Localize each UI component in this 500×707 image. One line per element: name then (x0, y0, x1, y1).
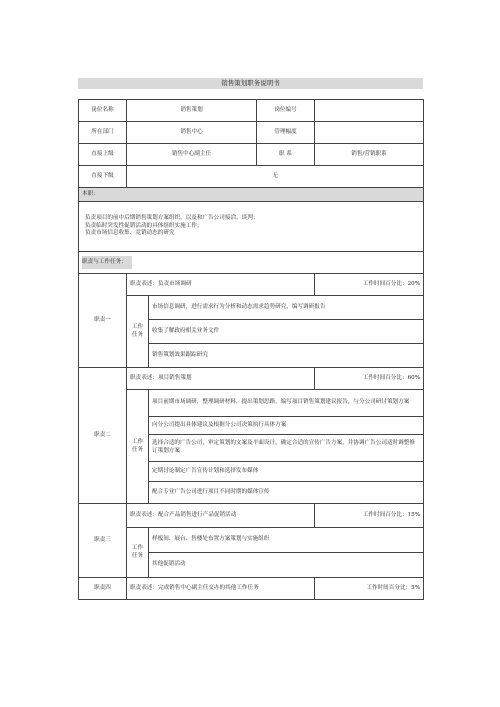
info-row-3 (79, 144, 424, 166)
duty-3-task-label: 工作任务 (127, 528, 149, 578)
duty-4-statement: 职责表述：完成销售中心副主任交办的其他工作任务 (127, 578, 315, 600)
subordinate-value: 无 (127, 166, 424, 188)
duty-2-task: 定期讨论制定广告宣传计划和选择发布媒体 (149, 462, 424, 482)
duty-1-task: 销售策划效果跟踪研究 (149, 344, 424, 368)
dept-label: 所在部门 (79, 122, 127, 144)
duty-4-row (79, 578, 424, 600)
info-row-2 (79, 122, 424, 144)
duty-2-percent: 工作时间百分比：60% (315, 368, 424, 390)
duty-2-name: 职责二 (79, 368, 127, 504)
duty-1-task-row (79, 296, 424, 320)
summary-line: 负责项目的前中后期销售策划方案组织，以及和广告公司接洽、谈判； (85, 215, 259, 222)
job-description-table (78, 99, 424, 600)
duty-3-task: 样板间、展台、售楼处布置方案策划与实施组织 (149, 528, 424, 553)
series-value: 销售/营销职系 (315, 144, 424, 166)
dept-value: 销售中心 (127, 122, 257, 144)
duty-1-task-label: 工作任务 (127, 296, 149, 368)
summary-heading: 本职： (79, 188, 424, 202)
duty-4-percent: 工作时间百分比：5% (315, 578, 424, 600)
post-no-label: 岗位编号 (257, 100, 315, 122)
duty-2-task: 选择合适的广告公司，审定策划的文案及平面设计，确定合适的宣传广告方案，并协调广告公司适时调整修订策划方案 (149, 435, 424, 462)
duty-1-percent: 工作时间百分比：20% (315, 274, 424, 296)
post-name-label: 岗位名称 (79, 100, 127, 122)
span-label: 管理幅度 (257, 122, 315, 144)
superior-label: 直接上级 (79, 144, 127, 166)
duty-2-statement-row (79, 368, 424, 390)
summary-line: 负责市场信息收集、竞销动态的研究 (85, 230, 175, 237)
duty-1-task: 市场信息调研，进行需求行为分析和动态需求趋势研究，编写调研报告 (149, 296, 424, 320)
info-row-4 (79, 166, 424, 188)
subordinate-label: 直接下级 (79, 166, 127, 188)
duty-3-task: 其他促销活动 (149, 553, 424, 578)
duty-1-task: 收集了解政府相关业务文件 (149, 320, 424, 344)
summary-line: 负责临时突发性促销活动的具体组织实施工作； (85, 222, 203, 229)
duty-2-task: 向分公司提出具体建议及根据分公司决策执行具体方案 (149, 417, 424, 435)
duty-2-task: 项目前期市场调研，整理调研材料，提出策划思路，编写项目销售策划建议报告，与分公司研讨策划方案 (149, 390, 424, 417)
post-name-value: 销售策划 (127, 100, 257, 122)
duty-4-name: 职责四 (79, 578, 127, 600)
duty-3-task-row (79, 528, 424, 553)
series-label: 职 系 (257, 144, 315, 166)
job-description-document (78, 78, 423, 600)
post-no-value (315, 100, 424, 122)
duties-heading: 职责与工作任务： (79, 252, 424, 274)
duty-1-statement-row (79, 274, 424, 296)
duty-1-name: 职责一 (79, 274, 127, 368)
superior-value: 销售中心副主任 (127, 144, 257, 166)
duty-3-name: 职责三 (79, 504, 127, 578)
duties-heading-row (79, 252, 424, 274)
summary-body (79, 202, 424, 252)
summary-heading-row (79, 188, 424, 202)
duty-2-task-row (79, 390, 424, 417)
info-row-1 (79, 100, 424, 122)
span-value (315, 122, 424, 144)
document-title: 销售策划职务说明书 (78, 78, 423, 89)
duty-3-statement-row (79, 504, 424, 528)
summary-body-row (79, 202, 424, 252)
duty-1-statement: 职责表述：负责市场调研 (127, 274, 315, 296)
duty-3-statement: 职责表述：配合产品销售进行产品促销活动 (127, 504, 315, 528)
duty-3-percent: 工作时间百分比：15% (315, 504, 424, 528)
duty-2-task-label: 工作任务 (127, 390, 149, 504)
duty-2-statement: 职责表述：项目销售策划 (127, 368, 315, 390)
duty-2-task: 配合专业广告公司进行项目不同时期的媒体宣传 (149, 482, 424, 504)
